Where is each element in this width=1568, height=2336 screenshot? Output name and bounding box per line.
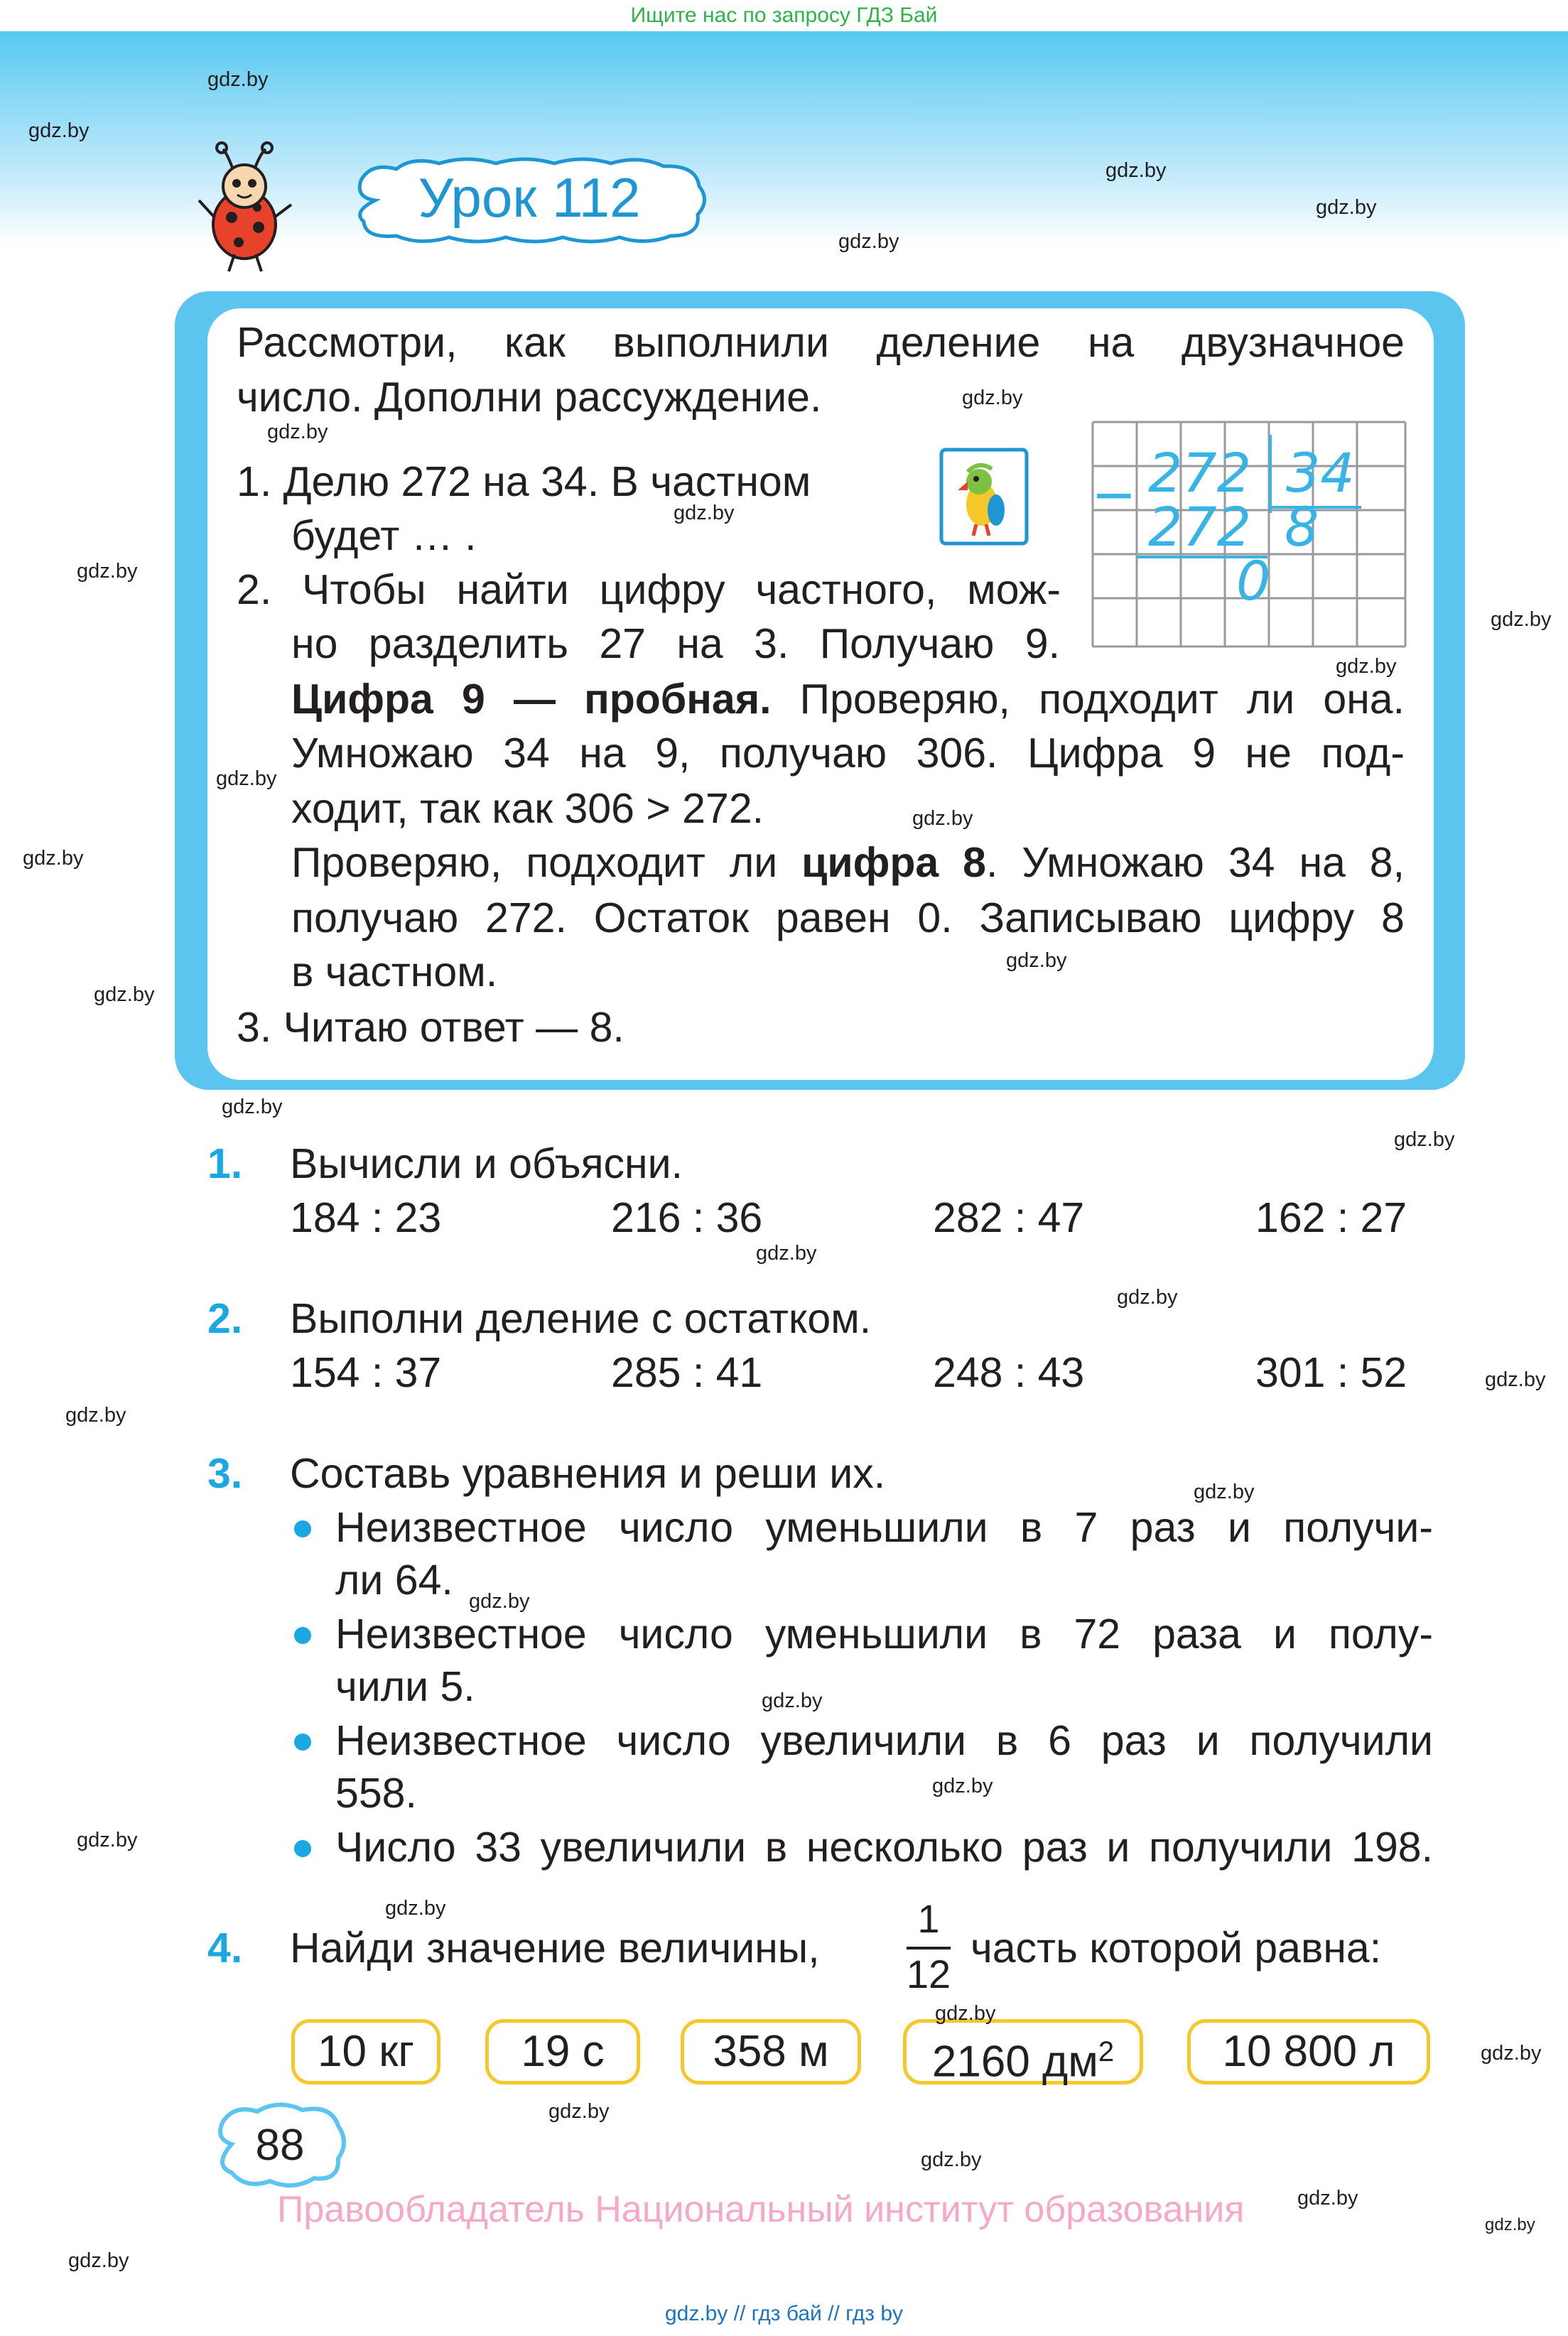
- division-quotient: 8: [1285, 495, 1319, 558]
- answer-chip: 19 с: [485, 2019, 640, 2084]
- division-minus: −: [1091, 463, 1137, 526]
- step-text: 2. Чтобы найти цифру частного, мож-: [237, 566, 1061, 613]
- task-number: 1.: [207, 1140, 243, 1187]
- watermark: gdz.by: [267, 421, 328, 443]
- watermark: gdz.by: [1117, 1286, 1178, 1309]
- watermark: gdz.by: [469, 1590, 530, 1613]
- watermark: gdz.by: [674, 502, 735, 524]
- page-number: 88: [255, 2121, 305, 2170]
- watermark: gdz.by: [222, 1096, 283, 1118]
- equation-item: Число 33 увеличили в несколько раз и получили 198.: [335, 1824, 1433, 1871]
- watermark: gdz.by: [1105, 159, 1167, 182]
- fraction-bar: [907, 1947, 951, 1950]
- task-text: Составь уравнения и реши их.: [290, 1450, 886, 1497]
- watermark: gdz.by: [28, 119, 90, 142]
- division-divisor: 34: [1286, 441, 1355, 504]
- watermark: gdz.by: [1006, 949, 1067, 972]
- trial-digit-bold: Цифра 9 — пробная.: [291, 676, 772, 723]
- step-text-rest: Проверяю, подходит ли она.: [771, 676, 1405, 723]
- watermark: gdz.by: [65, 1404, 126, 1427]
- watermark: gdz.by: [94, 983, 155, 1006]
- watermark: gdz.by: [921, 2148, 982, 2171]
- task-text: Вычисли и объясни.: [290, 1140, 683, 1187]
- watermark: gdz.by: [1485, 1368, 1546, 1391]
- answer-chip: 10 кг: [291, 2019, 440, 2084]
- watermark: gdz.by: [1316, 196, 1377, 219]
- answer-chip: [903, 2019, 1143, 2087]
- bullet-icon: [294, 1840, 311, 1857]
- equation-item: ли 64.: [335, 1557, 453, 1604]
- task-number: 4.: [207, 1925, 243, 1972]
- step-text: 1. Делю 272 на 34. В частном: [237, 458, 811, 505]
- fraction-numerator: 1: [917, 1896, 940, 1941]
- watermark: gdz.by: [762, 1689, 823, 1712]
- step-text: но разделить 27 на 3. Получаю 9.: [291, 620, 1060, 667]
- watermark: gdz.by: [1485, 2215, 1535, 2234]
- answer-value: 2160 дм: [931, 2037, 1098, 2087]
- watermark: gdz.by: [912, 807, 973, 830]
- fraction-denominator: 12: [906, 1952, 951, 1996]
- watermark: gdz.by: [77, 1829, 138, 1851]
- step-text: ходит, так как 306 > 272.: [291, 785, 764, 832]
- footer-links[interactable]: gdz.by // гдз бай // гдз by: [664, 2302, 904, 2325]
- expression: 162 : 27: [1255, 1194, 1407, 1241]
- lesson-title: Урок 112: [418, 166, 641, 229]
- copyright-notice: Правообладатель Национальный институт образования: [277, 2189, 1245, 2230]
- expression: 282 : 47: [933, 1194, 1085, 1241]
- watermark: gdz.by: [756, 1242, 817, 1265]
- watermark: gdz.by: [385, 1897, 446, 1920]
- answer-chip: 10 800 л: [1187, 2019, 1430, 2084]
- expression: 216 : 36: [611, 1194, 763, 1241]
- answer-superscript: 2: [1098, 2036, 1115, 2067]
- step-text: Умножаю 34 на 9, получаю 306. Цифра 9 не под-: [291, 730, 1405, 777]
- expression: 248 : 43: [933, 1349, 1085, 1396]
- step-text: будет … .: [291, 512, 477, 559]
- equation-item: Неизвестное число уменьшили в 72 раза и полу-: [335, 1611, 1433, 1658]
- intro-line: число. Дополни рассуждение.: [237, 374, 822, 421]
- watermark: gdz.by: [962, 386, 1023, 409]
- step-text: [291, 836, 1405, 890]
- watermark: gdz.by: [1491, 608, 1552, 631]
- expression: 154 : 37: [290, 1349, 442, 1396]
- task-text: часть которой равна:: [970, 1925, 1382, 1972]
- bullet-icon: [294, 1627, 311, 1644]
- watermark: gdz.by: [68, 2249, 129, 2272]
- long-division-grid: [1091, 421, 1407, 648]
- bullet-icon: [294, 1520, 311, 1537]
- watermark: gdz.by: [1336, 655, 1397, 678]
- step-text-pre: Проверяю, подходит ли: [291, 839, 802, 886]
- watermark: gdz.by: [932, 1775, 993, 1797]
- task-text: Найди значение величины,: [290, 1925, 820, 1972]
- step-text: получаю 272. Остаток равен 0. Записываю цифру 8: [291, 894, 1405, 941]
- parrot-icon: [939, 448, 1029, 546]
- search-banner: Ищите нас по запросу ГДЗ Бай: [0, 0, 1568, 31]
- watermark: gdz.by: [77, 560, 138, 583]
- watermark: gdz.by: [935, 2002, 996, 2025]
- equation-item: 558.: [335, 1770, 417, 1817]
- expression: 285 : 41: [611, 1349, 763, 1396]
- watermark: gdz.by: [1481, 2042, 1542, 2065]
- intro-line: Рассмотри, как выполнили деление на двузначное: [237, 319, 1405, 366]
- equation-item: чили 5.: [335, 1663, 475, 1710]
- task-text: Выполни деление с остатком.: [290, 1295, 872, 1342]
- watermark: gdz.by: [23, 847, 84, 870]
- watermark: gdz.by: [207, 68, 269, 91]
- task-number: 2.: [207, 1295, 243, 1342]
- division-product: 272: [1148, 495, 1252, 558]
- equation-item: Неизвестное число увеличили в 6 раз и получили: [335, 1717, 1433, 1764]
- watermark: gdz.by: [1394, 1128, 1455, 1151]
- step-text: 3. Читаю ответ — 8.: [237, 1004, 625, 1051]
- step-text-post: . Умножаю 34 на 8,: [985, 839, 1405, 886]
- division-remainder: 0: [1236, 549, 1271, 612]
- bullet-icon: [294, 1734, 311, 1751]
- watermark: gdz.by: [838, 230, 899, 253]
- ladybug-mascot-icon: [192, 139, 298, 281]
- watermark: gdz.by: [216, 767, 277, 790]
- expression: 301 : 52: [1255, 1349, 1407, 1396]
- division-dividend: 272: [1148, 441, 1252, 504]
- step-text: [291, 672, 1405, 727]
- step-text: в частном.: [291, 948, 498, 995]
- task-number: 3.: [207, 1450, 243, 1497]
- answer-chip: 358 м: [681, 2019, 861, 2084]
- watermark: gdz.by: [1297, 2187, 1358, 2210]
- digit-8-bold: цифра 8: [801, 839, 986, 886]
- watermark: gdz.by: [1194, 1481, 1255, 1503]
- watermark: gdz.by: [548, 2100, 610, 2123]
- equation-item: Неизвестное число уменьшили в 7 раз и получи-: [335, 1504, 1433, 1551]
- expression: 184 : 23: [290, 1194, 442, 1241]
